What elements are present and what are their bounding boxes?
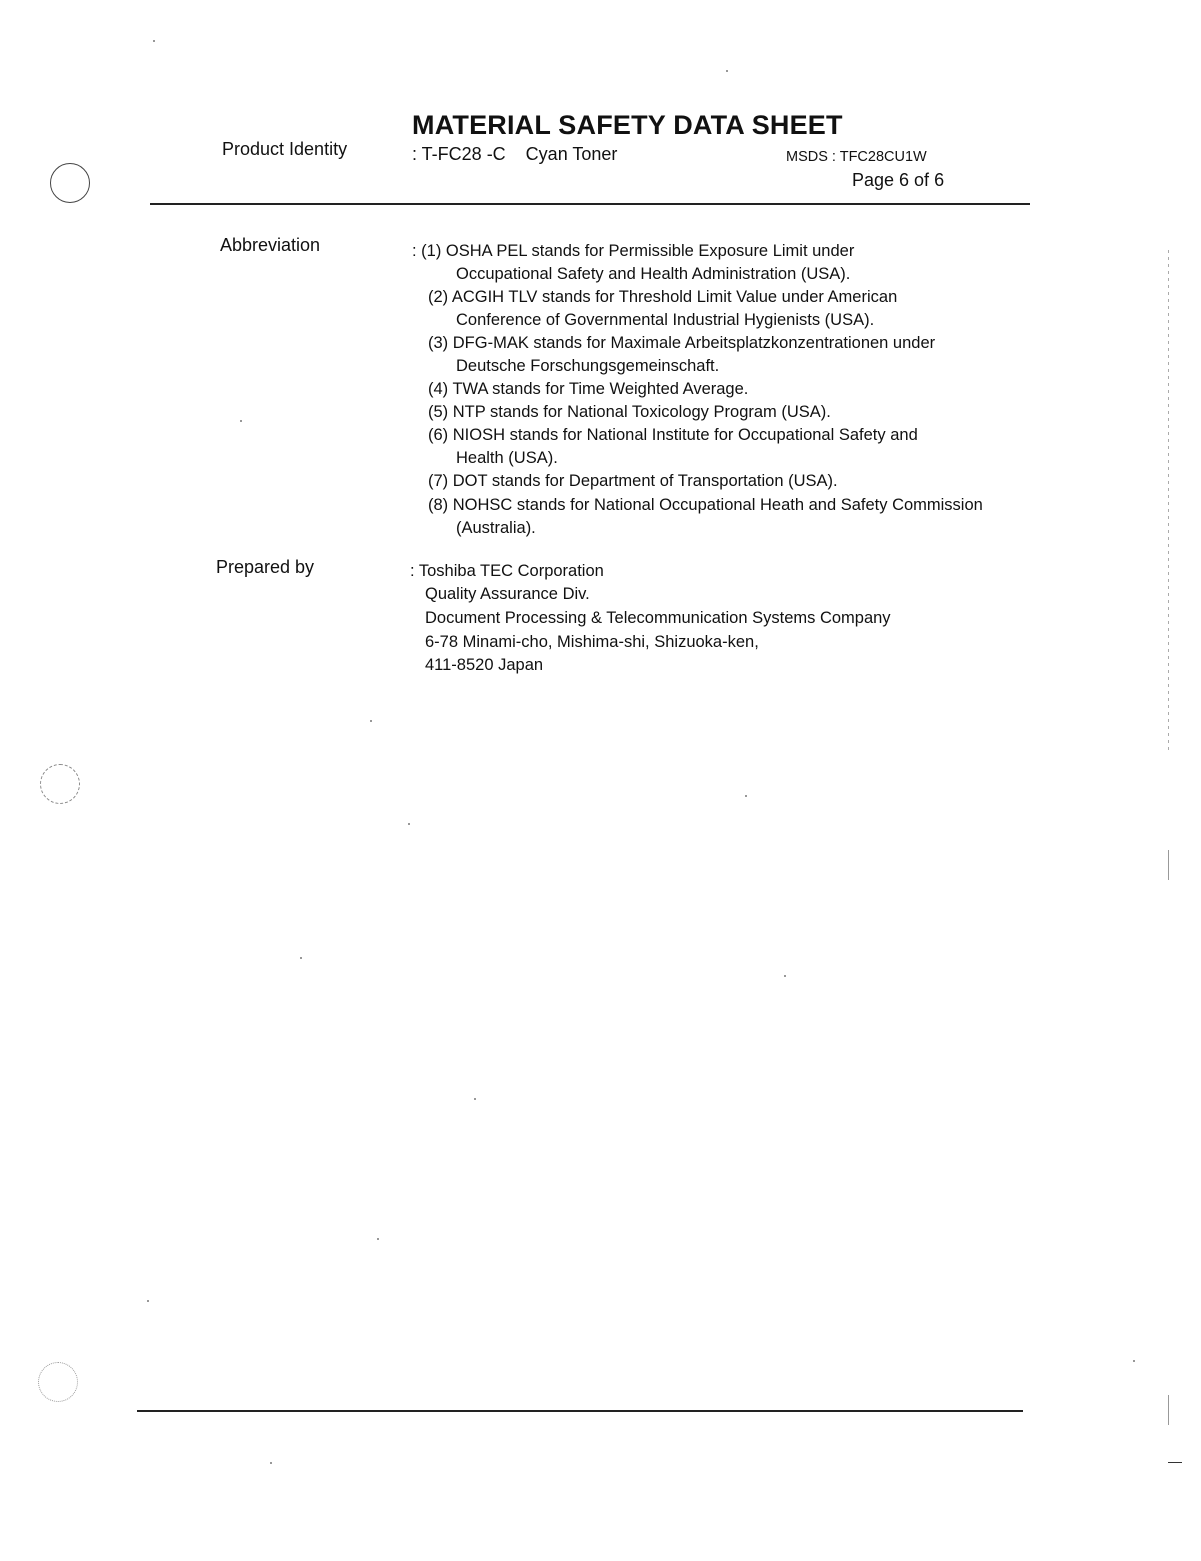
- abbreviation-line: (Australia).: [456, 519, 536, 537]
- scan-speck: [408, 823, 410, 825]
- address-line: 411-8520 Japan: [425, 656, 544, 674]
- address-line: : Toshiba TEC Corporation: [410, 562, 604, 580]
- scan-speck: [784, 975, 786, 977]
- header-divider: [150, 203, 1030, 205]
- abbreviation-line: (6) NIOSH stands for National Institute for Occupational Safety and: [428, 426, 918, 444]
- scan-edge-mark: [1168, 1462, 1182, 1463]
- punch-hole-top: [50, 163, 90, 203]
- scan-edge-mark: [1168, 1395, 1169, 1425]
- scan-speck: [300, 957, 302, 959]
- scan-speck: [270, 1462, 272, 1464]
- scan-speck: [370, 720, 372, 722]
- page-number: Page 6 of 6: [852, 170, 945, 190]
- punch-hole-middle: [40, 764, 80, 804]
- abbreviation-line: Occupational Safety and Health Administration (USA).: [456, 265, 851, 283]
- abbreviation-line: (4) TWA stands for Time Weighted Average.: [428, 380, 749, 398]
- abbreviation-line: (7) DOT stands for Department of Transportation (USA).: [428, 472, 838, 490]
- scan-edge-mark: [1168, 850, 1169, 880]
- abbreviation-line: (5) NTP stands for National Toxicology Program (USA).: [428, 403, 831, 421]
- footer-divider: [137, 1410, 1023, 1412]
- scan-speck: [1133, 1360, 1135, 1362]
- msds-number: MSDS : TFC28CU1W: [786, 149, 927, 165]
- prepared-by-label: Prepared by: [216, 557, 315, 577]
- product-identity-label: Product Identity: [222, 139, 348, 159]
- abbreviation-line: Health (USA).: [456, 449, 558, 467]
- scan-speck: [726, 70, 728, 72]
- address-line: 6-78 Minami-cho, Mishima-shi, Shizuoka-ken,: [425, 633, 759, 651]
- scan-speck: [240, 420, 242, 422]
- scan-edge-mark: [1168, 250, 1169, 750]
- abbreviation-line: (2) ACGIH TLV stands for Threshold Limit Value under American: [428, 288, 898, 306]
- abbreviation-line: Conference of Governmental Industrial Hygienists (USA).: [456, 311, 875, 329]
- document-title: MATERIAL SAFETY DATA SHEET: [412, 110, 843, 140]
- address-line: Document Processing & Telecommunication Systems Company: [425, 609, 891, 627]
- scan-speck: [745, 795, 747, 797]
- scan-speck: [377, 1238, 379, 1240]
- scan-speck: [147, 1300, 149, 1302]
- address-line: Quality Assurance Div.: [425, 585, 590, 603]
- abbreviation-line: : (1) OSHA PEL stands for Permissible Exposure Limit under: [412, 242, 855, 260]
- abbreviation-line: (8) NOHSC stands for National Occupational Heath and Safety Commission: [428, 496, 983, 514]
- abbreviation-line: (3) DFG-MAK stands for Maximale Arbeitsplatzkonzentrationen under: [428, 334, 936, 352]
- scan-speck: [153, 40, 155, 42]
- scan-speck: [474, 1098, 476, 1100]
- product-identity-value: : T-FC28 -C Cyan Toner: [412, 144, 618, 164]
- punch-hole-bottom: [38, 1362, 78, 1402]
- abbreviation-line: Deutsche Forschungsgemeinschaft.: [456, 357, 720, 375]
- abbreviation-label: Abbreviation: [220, 235, 321, 255]
